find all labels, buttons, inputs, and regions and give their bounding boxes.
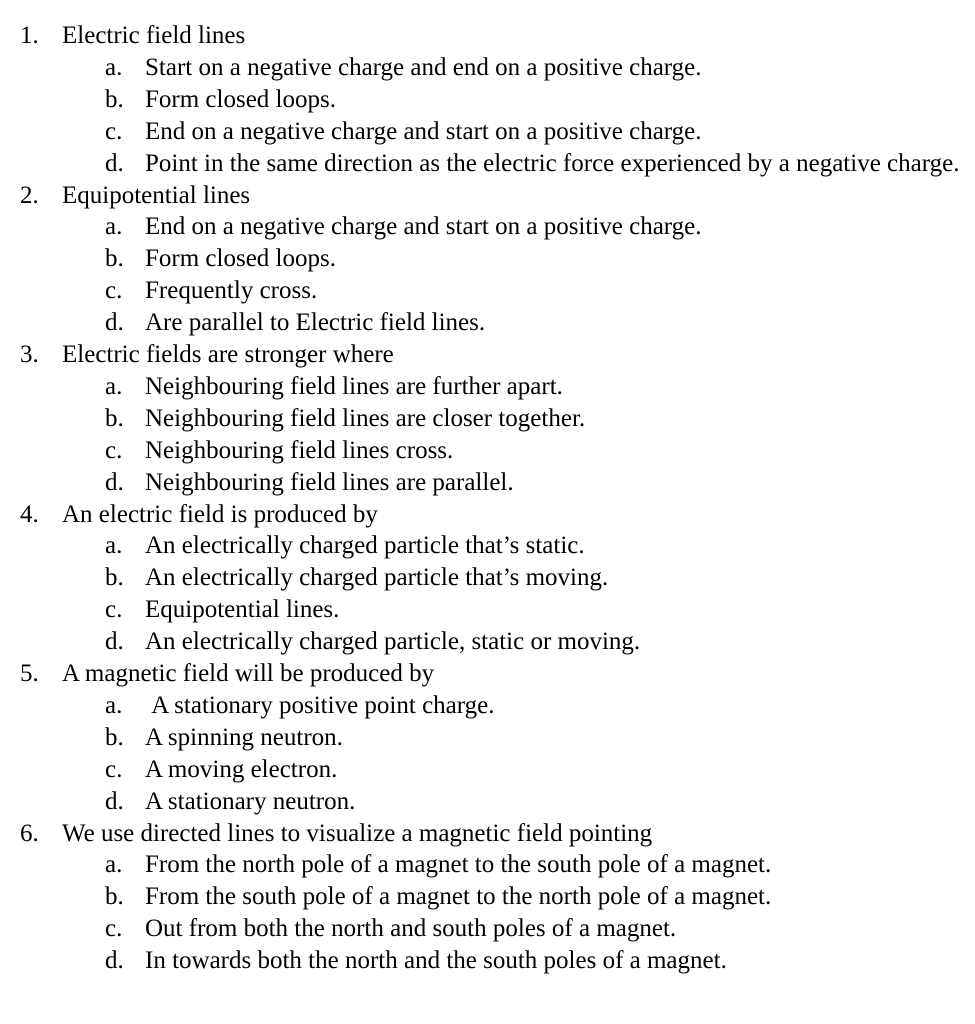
answer-option [0,211,963,243]
question-text: Equipotential lines [62,181,251,209]
option-letter: d. [105,309,124,337]
answer-option [0,435,963,467]
question-1 [0,20,975,180]
option-text: Neighbouring field lines are closer together. [145,404,586,432]
option-letter: a. [105,532,123,560]
answer-option [0,148,963,180]
option-text: An electrically charged particle that’s moving. [145,564,609,592]
answer-option [0,913,963,945]
answer-option [0,594,963,626]
answer-option [0,52,963,84]
option-text: Out from both the north and south poles of a magnet. [145,915,677,943]
question-6 [0,818,975,978]
answer-option [0,371,963,403]
question-stem [0,658,975,690]
option-letter: d. [105,787,124,815]
option-text: Neighbouring field lines cross. [145,436,454,464]
option-letter: a. [105,691,123,719]
option-text: Start on a negative charge and end on a positive charge. [145,53,702,81]
answer-option [0,116,963,148]
question-number: 4. [20,500,39,528]
option-text: From the north pole of a magnet to the south pole of a magnet. [145,851,772,879]
option-text: Are parallel to Electric field lines. [145,309,486,337]
question-2 [0,180,975,340]
option-letter: a. [105,213,123,241]
answer-option [0,562,963,594]
option-text: An electrically charged particle, static or moving. [145,628,641,656]
answer-option [0,945,963,977]
answer-option [0,243,963,275]
option-letter: c. [105,915,123,943]
question-3 [0,339,975,499]
question-number: 2. [20,181,39,209]
answer-option [0,307,963,339]
option-letter: b. [105,564,124,592]
option-letter: c. [105,596,123,624]
option-text: A stationary neutron. [145,787,356,815]
question-text: Electric field lines [62,22,246,49]
answer-option [0,530,963,562]
question-text: A magnetic field will be produced by [62,660,435,688]
option-letter: a. [105,53,123,81]
option-text: End on a negative charge and start on a positive charge. [145,213,702,241]
answer-option [0,403,963,435]
answer-option [0,849,963,881]
question-stem [0,818,975,850]
question-5 [0,658,975,818]
option-letter: a. [105,372,123,400]
question-text: Electric fields are stronger where [62,341,394,369]
option-text: End on a negative charge and start on a positive charge. [145,117,702,145]
option-text: From the south pole of a magnet to the north pole of a magnet. [145,883,772,911]
option-text: Neighbouring field lines are parallel. [145,468,514,496]
option-text: A stationary positive point charge. [145,691,495,719]
answer-option [0,690,963,722]
option-letter: d. [105,149,124,177]
question-number: 5. [20,660,39,688]
option-letter: b. [105,245,124,273]
option-letter: b. [105,723,124,751]
option-letter: d. [105,628,124,656]
answer-option [0,786,963,818]
question-number: 3. [20,341,39,369]
question-number: 1. [20,22,39,49]
question-stem [0,180,975,212]
option-letter: d. [105,947,124,975]
option-text: Neighbouring field lines are further apart. [145,372,563,400]
option-letter: c. [105,117,123,145]
question-4 [0,499,975,659]
answer-option [0,84,963,116]
question-number: 6. [20,819,39,847]
option-text: A moving electron. [145,755,338,783]
option-text: Form closed loops. [145,85,336,113]
question-stem [0,499,975,531]
option-text: Form closed loops. [145,245,336,273]
question-list [0,20,975,977]
question-stem [0,20,975,52]
answer-option [0,275,963,307]
answer-option [0,467,963,499]
option-letter: b. [105,404,124,432]
option-letter: c. [105,755,123,783]
question-text: An electric field is produced by [62,500,378,528]
answer-option [0,754,963,786]
option-letter: c. [105,277,123,305]
answer-option [0,722,963,754]
option-text: A spinning neutron. [145,723,343,751]
option-letter: b. [105,883,124,911]
option-text: Frequently cross. [145,277,318,305]
option-letter: d. [105,468,124,496]
option-text: An electrically charged particle that’s static. [145,532,585,560]
option-letter: a. [105,851,123,879]
option-text: In towards both the north and the south poles of a magnet. [145,947,727,975]
option-text: Point in the same direction as the electric force experienced by a negative charge. [145,149,960,177]
option-text: Equipotential lines. [145,596,340,624]
option-letter: b. [105,85,124,113]
answer-option [0,881,963,913]
answer-option [0,626,963,658]
option-letter: c. [105,436,123,464]
question-text: We use directed lines to visualize a magnetic field pointing [62,819,653,847]
question-stem [0,339,975,371]
